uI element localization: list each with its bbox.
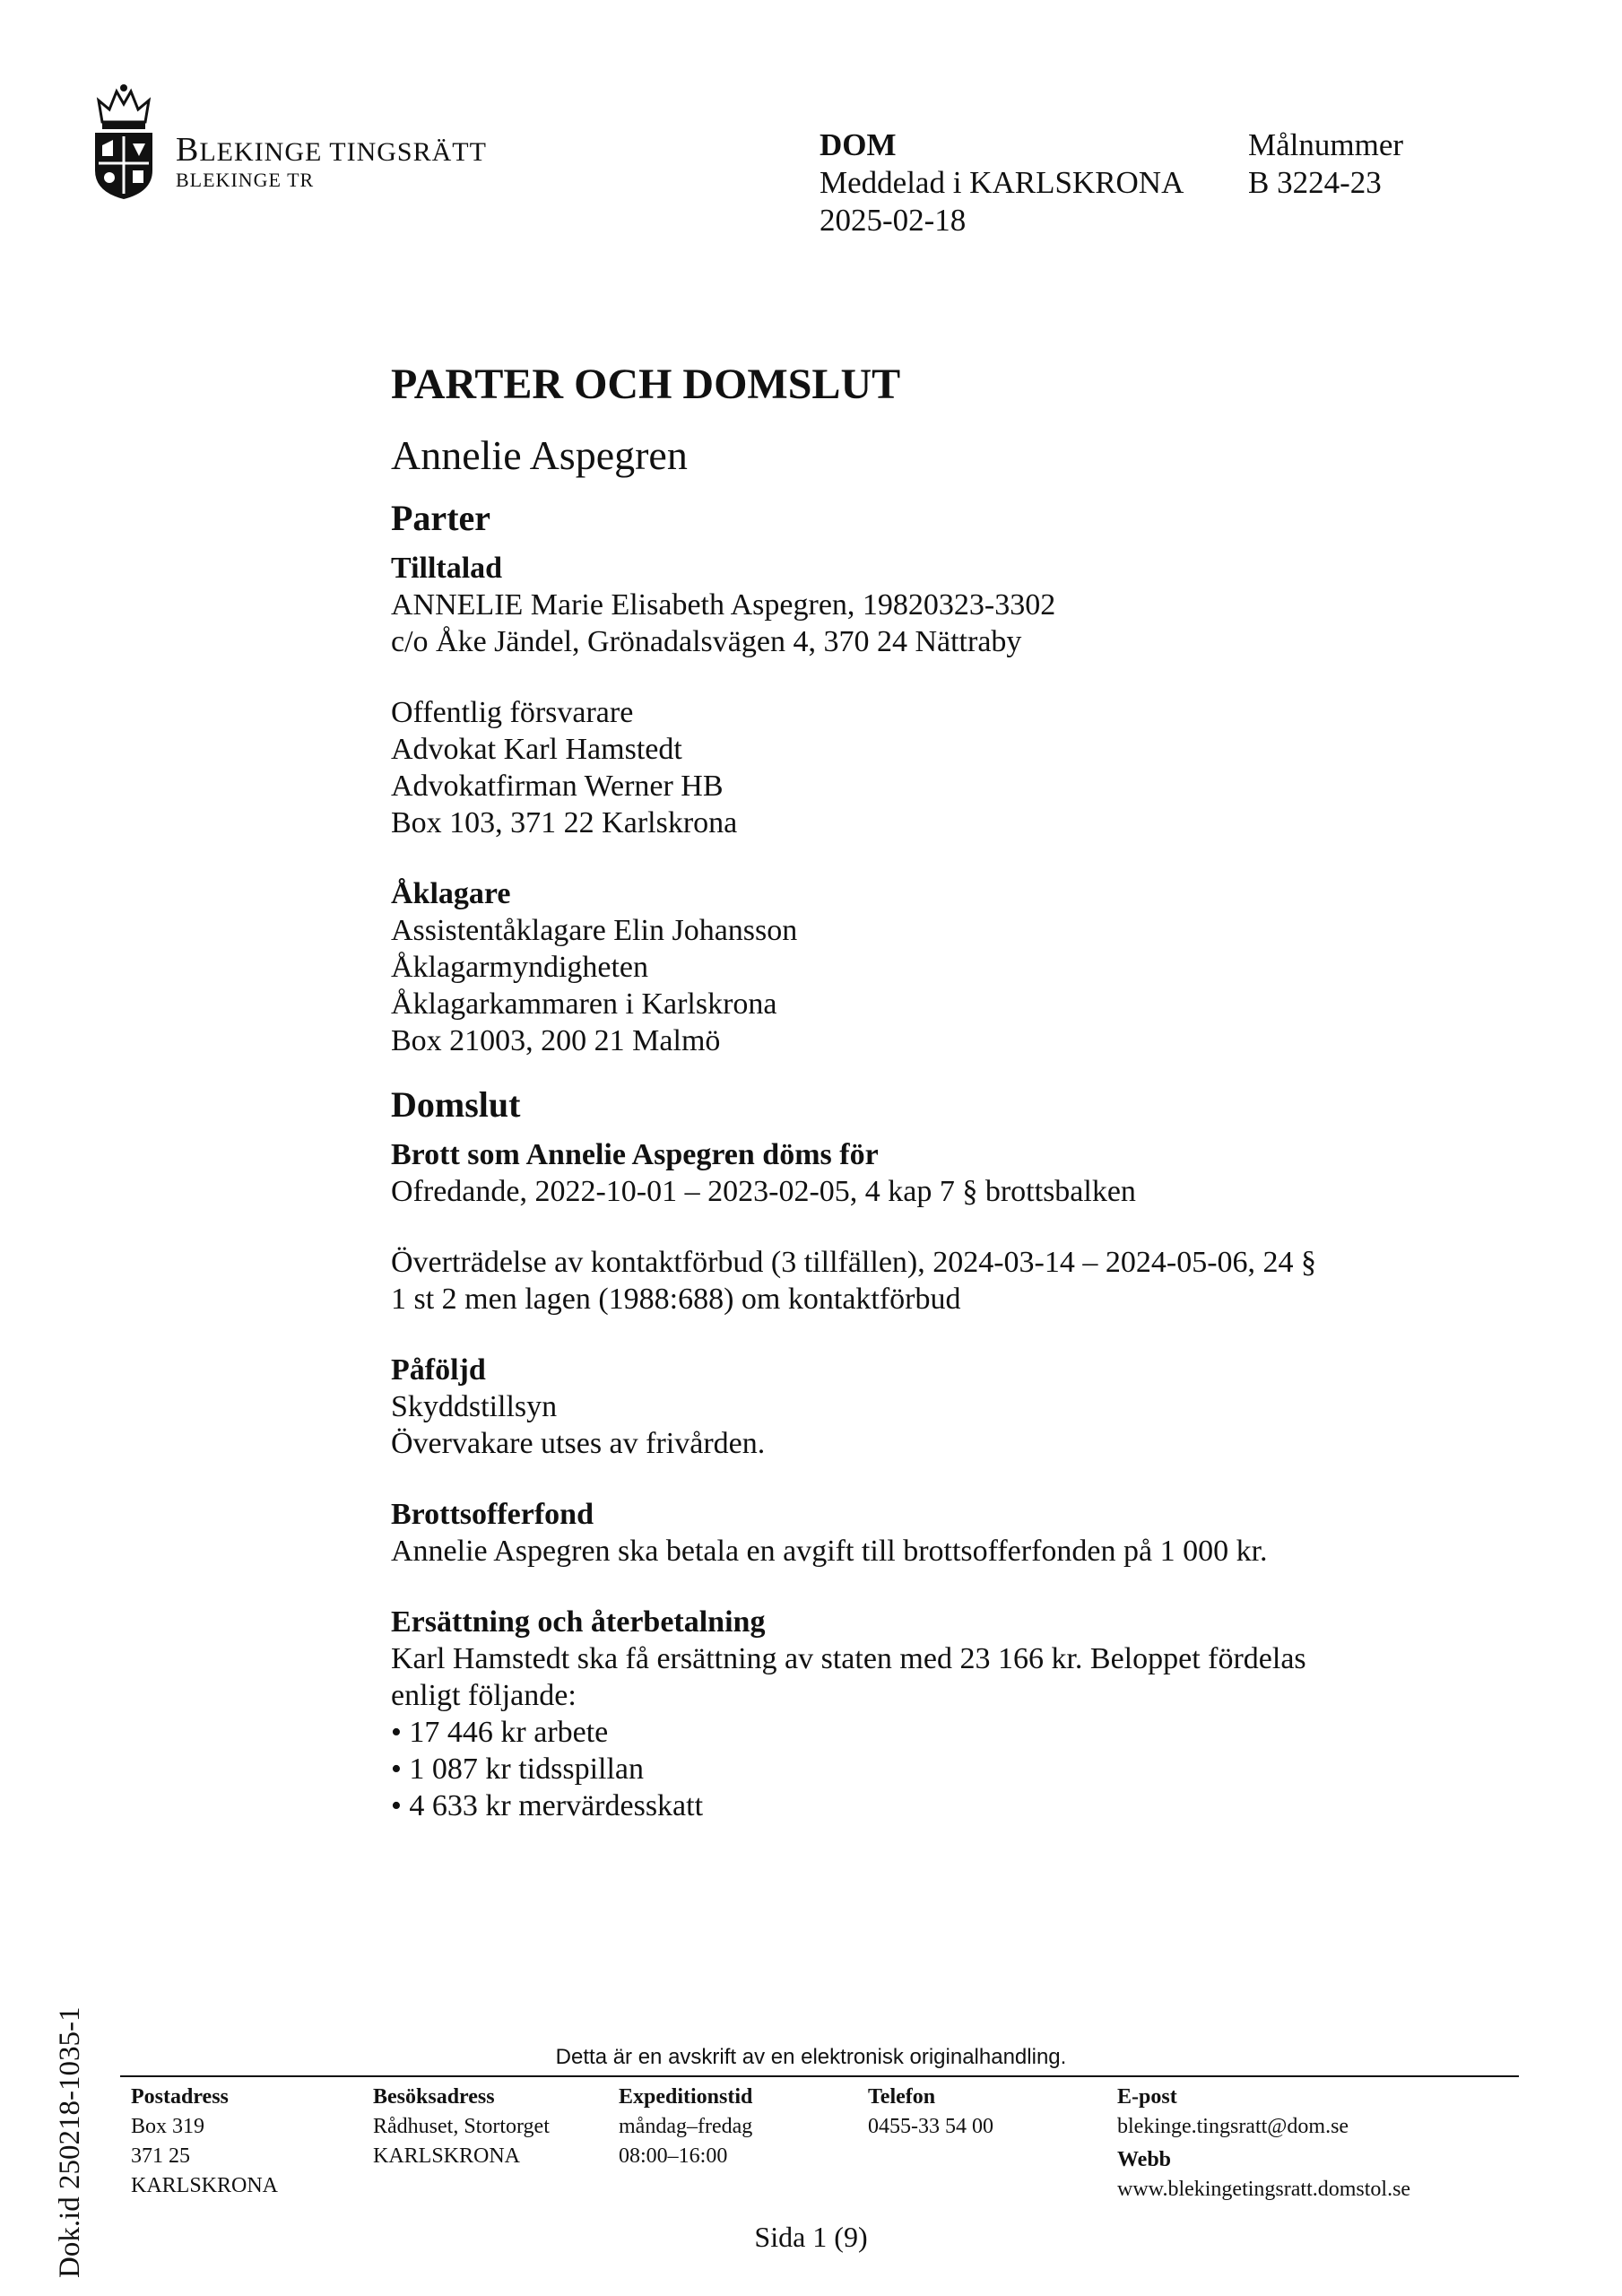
issued-place: Meddelad i KARLSKRONA: [820, 165, 1184, 200]
compensation-line: Karl Hamstedt ska få ersättning av staten med 23 166 kr. Beloppet fördelas: [391, 1641, 1306, 1675]
defender-line: Offentlig försvarare: [391, 695, 634, 729]
footer-visit-line: Rådhuset, Stortorget: [373, 2115, 550, 2138]
footer-web[interactable]: www.blekingetingsratt.domstol.se: [1117, 2178, 1411, 2201]
case-number: B 3224-23: [1248, 165, 1382, 200]
defendant-line: c/o Åke Jändel, Grönadalsvägen 4, 370 24 Nättraby: [391, 624, 1022, 658]
page-number: Sida 1 (9): [754, 2221, 868, 2253]
prosecutor-line: Åklagarkammaren i Karlskrona: [391, 987, 777, 1021]
footer-postal-line: Box 319: [131, 2115, 205, 2138]
compensation-line: enligt följande:: [391, 1678, 577, 1712]
crime-item: Ofredande, 2022-10-01 – 2023-02-05, 4 kap 7 § brottsbalken: [391, 1174, 1136, 1208]
fund-text: Annelie Aspegren ska betala en avgift till brottsofferfonden på 1 000 kr.: [391, 1534, 1268, 1568]
footer-phone-heading: Telefon: [868, 2085, 936, 2109]
prosecutor-line: Åklagarmyndigheten: [391, 950, 649, 984]
footer-hours-line: 08:00–16:00: [619, 2144, 728, 2168]
footer-phone-number: 0455-33 54 00: [868, 2115, 993, 2138]
parties-heading: Parter: [391, 497, 491, 538]
prosecutor-line: Assistentåklagare Elin Johansson: [391, 913, 798, 947]
footer-postal-line: KARLSKRONA: [131, 2174, 279, 2197]
compensation-heading: Ersättning och återbetalning: [391, 1605, 766, 1639]
footer-phone: [868, 2083, 993, 2142]
prosecutor-heading: Åklagare: [391, 876, 511, 910]
subject-name: Annelie Aspegren: [391, 431, 688, 478]
document-body: [391, 359, 1557, 1824]
footer-note: Detta är en avskrift av en elektronisk originalhandling.: [555, 2045, 1067, 2069]
footer-hours-line: måndag–fredag: [619, 2115, 753, 2138]
footer-hours-heading: Expeditionstid: [619, 2085, 753, 2109]
footer-postal-heading: Postadress: [131, 2085, 229, 2109]
defender-line: Box 103, 371 22 Karlskrona: [391, 805, 738, 839]
verdict-heading: Domslut: [391, 1083, 521, 1125]
issued-date: 2025-02-18: [820, 203, 967, 238]
crimes-heading: Brott som Annelie Aspegren döms för: [391, 1137, 879, 1171]
document-id: Dok.id 250218-1035-1: [54, 2006, 86, 2278]
court-emblem-icon: [90, 81, 158, 201]
fund-heading: Brottsofferfond: [391, 1497, 594, 1531]
case-number-label: Målnummer: [1248, 127, 1404, 162]
court-name: BLEKINGE TINGSRÄTT: [176, 131, 487, 169]
sanction-heading: Påföljd: [391, 1352, 486, 1387]
defendant-line: ANNELIE Marie Elisabeth Aspegren, 19820323-3302: [391, 587, 1056, 622]
footer-web-heading: Webb: [1117, 2148, 1172, 2171]
footer-visit-line: KARLSKRONA: [373, 2144, 521, 2168]
footer-postal-line: 371 25: [131, 2144, 190, 2168]
footer-postal: [131, 2083, 278, 2201]
sanction-line: Skyddstillsyn: [391, 1389, 558, 1423]
footer-contact: [1117, 2083, 1410, 2205]
crime-item: Överträdelse av kontaktförbud (3 tillfällen), 2024-03-14 – 2024-05-06, 24 §: [391, 1245, 1317, 1279]
crime-item: 1 st 2 men lagen (1988:688) om kontaktförbud: [391, 1282, 961, 1316]
footer-divider: [120, 2075, 1519, 2077]
footer-visit-heading: Besöksadress: [373, 2085, 495, 2109]
prosecutor-line: Box 21003, 200 21 Malmö: [391, 1023, 721, 1057]
defender-line: Advokatfirman Werner HB: [391, 769, 724, 803]
court-abbreviation: BLEKINGE TR: [176, 169, 315, 191]
defendant-heading: Tilltalad: [391, 551, 503, 585]
footer-visit: [373, 2083, 550, 2171]
footer-email[interactable]: blekinge.tingsratt@dom.se: [1117, 2115, 1349, 2138]
document-type: DOM: [820, 127, 897, 162]
compensation-line: • 17 446 kr arbete: [391, 1715, 609, 1749]
defender-line: Advokat Karl Hamstedt: [391, 732, 682, 766]
footer-email-heading: E-post: [1117, 2085, 1177, 2109]
compensation-line: • 4 633 kr mervärdesskatt: [391, 1788, 704, 1822]
compensation-line: • 1 087 kr tidsspillan: [391, 1752, 645, 1786]
footer-hours: [619, 2083, 752, 2171]
page-title: PARTER OCH DOMSLUT: [391, 361, 901, 408]
sanction-line: Övervakare utses av frivården.: [391, 1426, 766, 1460]
